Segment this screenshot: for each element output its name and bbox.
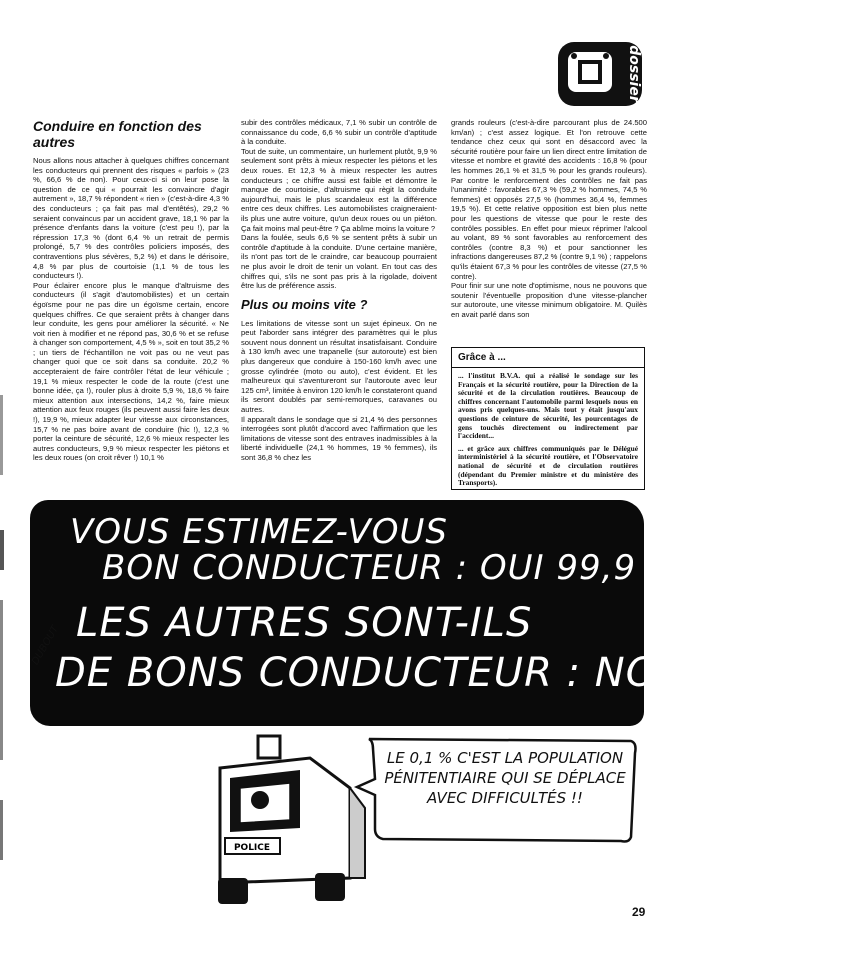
paragraph: grands rouleurs (c'est-à-dire parcourant plus de 24.500 km/an) ; c'est assez logique. Et l'on retrouve cette tendance chez ceux qui sont en désaccord avec la sécurité routière pour faire un lien direct entre limitation de vitesse et nombre et gravité des accidents : 16,8 % (pour les hommes 26,1 % et 31,5 % pour les grands rouleurs). Par contre le renforcement des contrôles ne fait pas l'unanimité : favorables 67,3 % (59,2 % hommes, 74,5 % femmes) et opposés 27,5 % (hommes 36,4 %, femmes 19,5 %). Et cette relative opposition est bien plus nette pour les questions de vitesse que pour le reste des contrôles possibles. En effet pour mieux réprimer l'alcool au volant, 89 % sont favorables au renforcement des contrôles (contre 8,3 %) et pour sanctionner les infractions dangereuses 87,2 % (contre 9,1 %) ; rappelons qu'ils étaient 67,3 % pour les contrôles de vitesse (27,5 % contre).: [451, 118, 647, 281]
scan-edge: [0, 0, 6, 955]
truck-label: POLICE: [233, 843, 271, 853]
article-column-3: [451, 118, 647, 319]
credits-box-title: Grâce à ...: [452, 348, 644, 368]
dossier-logo-label: dossier: [626, 45, 642, 103]
banner-line-2: BON CONDUCTEUR : OUI 99,9 %: [102, 548, 682, 588]
paragraph: Pour éclairer encore plus le manque d'altruisme des conducteurs (il s'agit d'automobilistes) et un certain égoïsme pour ne pas dire un égoïsme certain, encore quelques chiffres. Ce que seraient prêts à changer dans leur conduite, les gens pour améliorer la sécurité. « Ne voit rien à modifier et ne répond pas, 30,6 % et se refuse à changer son comportement, 4,5 % », soit en tout 35,2 % ; un tiers de l'échantillon ne voit pas ou ne veut pas changer quoi que ce soit dans sa conduite. 20,2 % accepteraient de faire contrôler l'état de leur véhicule ; 19,1 % mieux respecter le code de la route (c'est une bonne idée, ça !), rouler plus à droite 5,9 %, 18,6 % faire mieux attention aux intersections, 14,2 %, faire mieux attention aux feux rouges (ils peuvent aussi faire les deux !), 19,9 %, mieux adapter leur vitesse aux circonstances, 15,7 % ne pas boire avant de conduire (hic !), 12,3 % porter la ceinture de sécurité, 12,6 % mieux respecter les autres conducteurs, 9,9 % mieux respecter les piétons et les deux roues (on croit rêver !) 10,1 %: [33, 280, 229, 463]
paragraph: Dans la foulée, seuls 6,6 % se sentent prêts à subir un contrôle d'aptitude à la conduite. D'une certaine manière, ils n'ont pas tort de le craindre, car beaucoup pourraient ne plus avoir le droit de tenir un volant. En tout cas des chiffres qui, s'ils ne sont pas pris à la rigolade, doivent être lus de préférence assis.: [241, 233, 437, 291]
banner-line-1: VOUS ESTIMEZ-VOUS: [70, 512, 448, 552]
paragraph: Nous allons nous attacher à quelques chiffres concernant les conducteurs qui prennent des risques « parfois » (23 %, 66,6 % de non). Pour ceux-ci si on leur pose la question de ce qui « pourrait les convaincre d'agir autrement », 18,7 % répondent « rien » (c'est-à-dire 4,3 % des conducteurs ; ça fait pas mal d'entêtés), 29,2 % seraient convaincus par un accident grave, 18,1 % par la présence d'enfants dans la voiture (c'est peu !), par la répression 17,3 % (dont 6,4 % un retrait de permis prolongé, 5,7 % des contrôles policiers imposés, des contraventions plus sévères, 5,2 %) et dans le dérisoire, 4,8 % par plus de courtoisie (1,1 % de tous les conducteurs !).: [33, 156, 229, 281]
artist-signature: DUBOUT: [30, 624, 62, 667]
article-column-2: [241, 118, 437, 463]
credits-box-text-1: ... l'institut B.V.A. qui a réalisé le sondage sur les Français et la sécurité routière, pour la Direction de la sécurité et de la circulation routières. Beaucoup de chiffres concernant l'automobile parmi lesquels nous en avons pris quelques-uns. Mais tout y était jusqu'aux questions de ceinture de sécurité, les pourcentages de gens touchés directement ou indirectement par l'accident...: [458, 371, 638, 441]
article-column-1: [33, 118, 229, 463]
paragraph: Tout de suite, un commentaire, un hurlement plutôt, 9,9 % seulement sont prêts à mieux respecter les piétons et les deux roues. Et 12,3 % à mieux respecter les autres conducteurs ; ce chiffre aussi est faible et démontre le manque de courtoisie, d'altruisme qui règit la conduite aujourd'hui, mais le plus scandaleux est la différence entre ces deux chiffres. Les automobilistes craigneraient-ils plus une autre voiture, qu'un deux roues ou un piéton. Ça fait moins mal peut-être ? Ça abîme moins la voiture ?: [241, 146, 437, 233]
dossier-logo: [556, 38, 644, 110]
paragraph: Il apparaît dans le sondage que si 21,4 % des personnes interrogées sont plutôt d'accord avec l'affirmation que les limitations de vitesse sont des entraves inadmissibles à la liberté individuelle (24,1 % hommes, 19 % femmes), ils sont 36,8 % chez les: [241, 414, 437, 462]
speech-bubble-text: LE 0,1 % C'EST LA POPULATION PÉNITENTIAIRE QUI SE DÉPLACE AVEC DIFFICULTÉS !!: [384, 749, 626, 807]
police-truck-drawing: [200, 728, 370, 908]
paragraph: Les limitations de vitesse sont un sujet épineux. On ne peut l'aborder sans intégrer des paramètres qui le plus souvent nous donnent un résultat insatisfaisant. Conduire à 130 km/h avec une trapanelle (sur autoroute) est bien plus dangereux que conduire à 150-160 km/h avec une grosse cylindrée (moto ou auto), c'est évident. Et les malheureux qui s'aventureront sur l'autoroute avec leur 125 cm³, limitée à environ 120 km/h le constateront quand ils seront doublés par semi-remorques, caravanes ou autres.: [241, 318, 437, 415]
article-title: Conduire en fonction des autres: [33, 118, 202, 150]
credits-box: [451, 347, 645, 490]
paragraph: Pour finir sur une note d'optimisme, nous ne pouvons que soutenir l'éventuelle proposition d'une vitesse-plancher sur autoroute, une vitesse minimum obligatoire. M. Quilès en avait parlé dans son: [451, 281, 647, 319]
banner-line-4: DE BONS CONDUCTEUR : NON 99,9 %: [55, 650, 849, 696]
paragraph: subir des contrôles médicaux, 7,1 % subir un contrôle de connaissance du code, 6,6 % subir un contrôle d'aptitude à la conduite.: [241, 118, 437, 147]
banner-line-3: LES AUTRES SONT-ILS: [76, 600, 533, 646]
section-subtitle: Plus ou moins vite ?: [241, 296, 368, 312]
credits-box-text-2: ... et grâce aux chiffres communiqués par le Délégué interministériel à la sécurité routière, et l'Observatoire national de sécurité et de circulation routières (dépendant du Premier ministre et du ministère des Transports).: [458, 443, 638, 488]
page-number: 29: [632, 905, 646, 919]
